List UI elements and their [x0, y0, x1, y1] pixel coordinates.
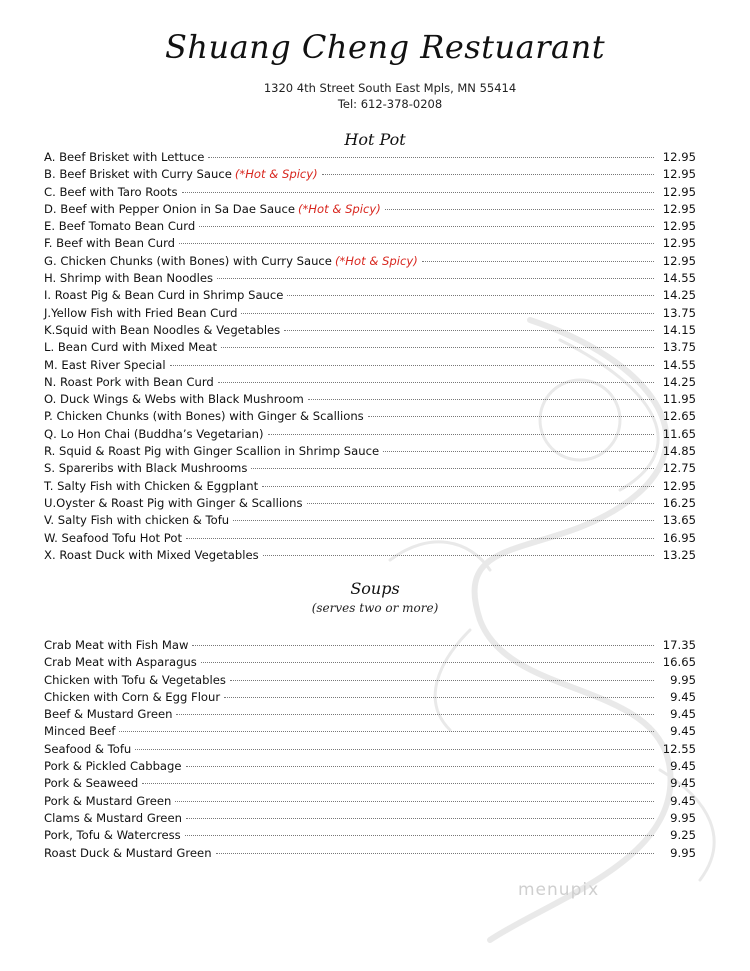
dot-leader: [307, 503, 654, 504]
dot-leader: [262, 486, 654, 487]
menu-item-price: 14.55: [662, 357, 696, 372]
menu-item-price: 9.95: [670, 672, 696, 687]
menu-item-price: 9.95: [670, 845, 696, 860]
dot-leader: [208, 157, 654, 158]
menu-item: [44, 185, 696, 202]
menu-item-price: 12.95: [662, 167, 696, 182]
menu-item: [44, 306, 696, 323]
menu-item-price: 14.15: [662, 322, 696, 337]
menu-item: [44, 673, 696, 690]
menu-item-price: 12.95: [662, 253, 696, 268]
menupix-watermark: menupix: [518, 880, 600, 900]
menu-item-price: 12.55: [662, 741, 696, 756]
menu-item-price: 14.25: [662, 374, 696, 389]
menu-item-price: 14.55: [662, 271, 696, 286]
dot-leader: [176, 714, 654, 715]
menu-item-name: X. Roast Duck with Mixed Vegetables: [44, 547, 259, 562]
spicy-label: (*Hot & Spicy): [334, 253, 418, 268]
menu-item-name: Roast Duck & Mustard Green: [44, 845, 212, 860]
menu-item-name: S. Spareribs with Black Mushrooms: [44, 461, 248, 476]
menu-item: [44, 496, 696, 513]
menu-item-price: 9.45: [670, 689, 696, 704]
menu-item: [44, 724, 696, 741]
menu-item-name: D. Beef with Pepper Onion in Sa Dae Sauce: [44, 201, 295, 216]
menu-item-name: T. Salty Fish with Chicken & Eggplant: [44, 478, 259, 493]
dot-leader: [422, 261, 654, 262]
menu-item: [44, 340, 696, 357]
menu-item-price: 16.25: [662, 495, 696, 510]
dot-leader: [192, 645, 654, 646]
dot-leader: [241, 313, 654, 314]
menu-item: [44, 202, 696, 219]
dot-leader: [186, 766, 654, 767]
dot-leader: [186, 818, 654, 819]
dot-leader: [385, 209, 654, 210]
menu-item: [44, 690, 696, 707]
dot-leader: [221, 347, 654, 348]
menu-item-name: Pork, Tofu & Watercress: [44, 828, 181, 843]
menu-item-name: J.Yellow Fish with Fried Bean Curd: [44, 305, 238, 320]
menu-item-price: 12.95: [662, 201, 696, 216]
menu-item-price: 12.95: [662, 478, 696, 493]
menu-item: [44, 638, 696, 655]
menu-item-price: 12.65: [662, 409, 696, 424]
dot-leader: [179, 243, 654, 244]
menu-item-name: C. Beef with Taro Roots: [44, 184, 178, 199]
menu-item: [44, 288, 696, 305]
dot-leader: [287, 295, 654, 296]
dot-leader: [322, 174, 654, 175]
menu-item-name: F. Beef with Bean Curd: [44, 236, 176, 251]
menu-item-name: R. Squid & Roast Pig with Ginger Scallion in Shrimp Sauce: [44, 444, 380, 459]
menu-item-name: Clams & Mustard Green: [44, 810, 182, 825]
menu-item: [44, 392, 696, 409]
dot-leader: [185, 835, 654, 836]
menu-item-name: N. Roast Pork with Bean Curd: [44, 374, 214, 389]
menu-item-price: 12.75: [662, 461, 696, 476]
menu-item: [44, 219, 696, 236]
dot-leader: [170, 365, 654, 366]
menu-item-name: P. Chicken Chunks (with Bones) with Ginger & Scallions: [44, 409, 364, 424]
menu-item-name: Beef & Mustard Green: [44, 707, 173, 722]
menu-item-name: I. Roast Pig & Bean Curd in Shrimp Sauce: [44, 288, 284, 303]
menu-item: [44, 655, 696, 672]
menu-item-price: 9.95: [670, 810, 696, 825]
menu-item: [44, 742, 696, 759]
menu-item-price: 14.25: [662, 288, 696, 303]
menu-item: [44, 759, 696, 776]
menu-item-price: 13.75: [662, 305, 696, 320]
dot-leader: [216, 853, 654, 854]
soups-subtitle: (serves two or more): [311, 601, 439, 615]
dot-leader: [284, 330, 654, 331]
dot-leader: [224, 697, 654, 698]
dot-leader: [201, 662, 654, 663]
menu-item: [44, 323, 696, 340]
menu-item: [44, 167, 696, 184]
menu-item-price: 12.95: [662, 219, 696, 234]
menu-item-name: Pork & Seaweed: [44, 776, 139, 791]
menu-item-name: Chicken with Tofu & Vegetables: [44, 672, 226, 687]
dot-leader: [135, 749, 654, 750]
dot-leader: [218, 382, 654, 383]
menu-item: [44, 846, 696, 863]
menu-item-name: O. Duck Wings & Webs with Black Mushroom: [44, 392, 304, 407]
menu-item-name: Q. Lo Hon Chai (Buddha’s Vegetarian): [44, 426, 264, 441]
dot-leader: [186, 538, 654, 539]
menu-item: [44, 531, 696, 548]
menu-item: [44, 513, 696, 530]
spicy-label: (*Hot & Spicy): [234, 167, 318, 182]
dot-leader: [368, 416, 654, 417]
menu-item: [44, 236, 696, 253]
menu-item-name: Pork & Mustard Green: [44, 793, 172, 808]
menu-item: [44, 461, 696, 478]
dot-leader: [230, 680, 654, 681]
menu-item-name: M. East River Special: [44, 357, 166, 372]
menu-item-name: B. Beef Brisket with Curry Sauce: [44, 167, 232, 182]
menu-item-price: 12.95: [662, 236, 696, 251]
soups-list: [44, 638, 696, 863]
dot-leader: [268, 434, 654, 435]
menu-item-name: H. Shrimp with Bean Noodles: [44, 271, 214, 286]
menu-item-price: 16.65: [662, 655, 696, 670]
menu-item: [44, 150, 696, 167]
menu-item-name: L. Bean Curd with Mixed Meat: [44, 340, 218, 355]
menu-item-name: G. Chicken Chunks (with Bones) with Curry Sauce: [44, 253, 332, 268]
dot-leader: [119, 731, 654, 732]
spicy-label: (*Hot & Spicy): [297, 201, 381, 216]
menu-item-name: Chicken with Corn & Egg Flour: [44, 689, 221, 704]
restaurant-name: Shuang Cheng Restuarant: [164, 28, 606, 66]
menu-item-price: 12.95: [662, 150, 696, 164]
menu-item-price: 12.95: [662, 184, 696, 199]
menu-item-price: 13.75: [662, 340, 696, 355]
dot-leader: [199, 226, 654, 227]
menu-item-price: 9.45: [670, 724, 696, 739]
menu-item: [44, 811, 696, 828]
menu-item-name: Minced Beef: [44, 724, 116, 739]
menu-item: [44, 427, 696, 444]
menu-item-price: 9.45: [670, 793, 696, 808]
menu-item: [44, 254, 696, 271]
dot-leader: [142, 783, 654, 784]
menu-item-name: E. Beef Tomato Bean Curd: [44, 219, 196, 234]
dot-leader: [182, 192, 654, 193]
menu-item-price: 9.25: [670, 828, 696, 843]
menu-item-price: 9.45: [670, 707, 696, 722]
menu-item-price: 11.65: [662, 426, 696, 441]
menu-item-price: 9.45: [670, 759, 696, 774]
dot-leader: [308, 399, 654, 400]
dot-leader: [233, 520, 654, 521]
hot-pot-list: [44, 150, 696, 565]
dot-leader: [251, 468, 654, 469]
dot-leader: [217, 278, 654, 279]
menu-item-name: U.Oyster & Roast Pig with Ginger & Scallions: [44, 495, 303, 510]
menu-item-price: 11.95: [662, 392, 696, 407]
menu-item: [44, 548, 696, 565]
soups-heading: Soups: [350, 579, 400, 598]
menu-item-price: 14.85: [662, 444, 696, 459]
menu-item: [44, 444, 696, 461]
menu-item-price: 17.35: [662, 638, 696, 652]
menu-item: [44, 271, 696, 288]
restaurant-header: [0, 28, 750, 112]
menu-item-name: K.Squid with Bean Noodles & Vegetables: [44, 322, 281, 337]
dot-leader: [263, 555, 654, 556]
menu-item-name: Crab Meat with Asparagus: [44, 655, 197, 670]
menu-item: [44, 707, 696, 724]
dot-leader: [175, 801, 654, 802]
menu-item-name: Pork & Pickled Cabbage: [44, 759, 182, 774]
restaurant-address: 1320 4th Street South East Mpls, MN 55414: [263, 81, 517, 95]
hot-pot-heading: Hot Pot: [344, 130, 406, 149]
menu-item-name: A. Beef Brisket with Lettuce: [44, 150, 205, 164]
menu-item-name: W. Seafood Tofu Hot Pot: [44, 530, 182, 545]
dot-leader: [383, 451, 654, 452]
menu-item-price: 13.65: [662, 513, 696, 528]
menu-item-price: 9.45: [670, 776, 696, 791]
menu-item-price: 13.25: [662, 547, 696, 562]
restaurant-phone: Tel: 612-378-0208: [337, 97, 443, 111]
menu-item: [44, 375, 696, 392]
menu-item: [44, 409, 696, 426]
menu-item: [44, 479, 696, 496]
menu-item-price: 16.95: [662, 530, 696, 545]
menu-item: [44, 776, 696, 793]
menu-item: [44, 358, 696, 375]
menu-item-name: Seafood & Tofu: [44, 741, 132, 756]
menu-item-name: Crab Meat with Fish Maw: [44, 638, 189, 652]
menu-item: [44, 794, 696, 811]
menu-item-name: V. Salty Fish with chicken & Tofu: [44, 513, 230, 528]
menu-item: [44, 828, 696, 845]
